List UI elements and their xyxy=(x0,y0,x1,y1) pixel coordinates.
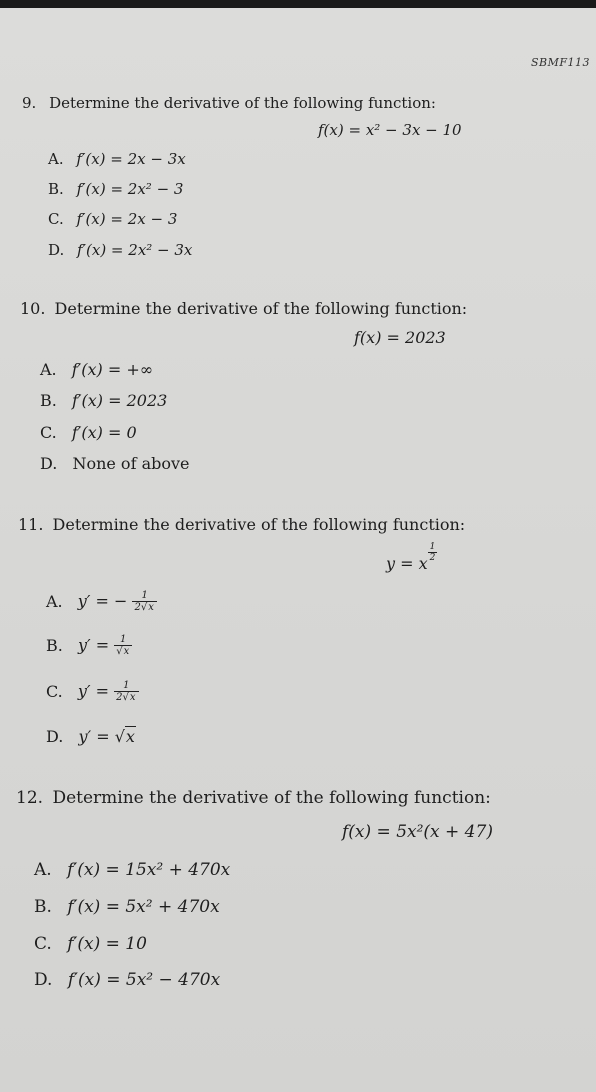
sqrt-symbol: √x xyxy=(114,727,135,746)
exponent-numerator: 1 xyxy=(429,542,436,552)
option-a[interactable] xyxy=(46,590,157,614)
radicand: x xyxy=(125,727,135,746)
option-fraction xyxy=(114,680,138,704)
formula-base: y = x xyxy=(386,554,428,573)
option-expression: f′(x) = 5x² + 470x xyxy=(67,897,220,917)
option-expression xyxy=(78,590,157,614)
question-text xyxy=(16,788,491,808)
option-expression xyxy=(78,680,139,704)
option-c[interactable] xyxy=(40,423,137,442)
option-expression: f′(x) = 0 xyxy=(71,423,137,442)
option-letter: D. xyxy=(40,454,58,473)
option-letter: C. xyxy=(46,681,63,701)
fraction-denominator xyxy=(114,646,132,658)
question-text xyxy=(18,515,465,534)
option-letter: D. xyxy=(46,727,64,746)
option-letter: C. xyxy=(48,210,64,228)
option-expression: f′(x) = 2x − 3x xyxy=(76,150,186,168)
question-number: 10. xyxy=(20,299,46,318)
option-expression xyxy=(78,727,136,746)
option-a[interactable] xyxy=(34,860,230,880)
option-letter: B. xyxy=(46,635,63,655)
option-d[interactable] xyxy=(34,970,220,990)
question-text xyxy=(22,94,436,112)
option-c[interactable] xyxy=(34,934,147,954)
option-expression: f′(x) = 15x² + 470x xyxy=(67,860,231,880)
option-expression: f′(x) = 2x − 3 xyxy=(76,210,178,228)
option-letter: D. xyxy=(34,970,53,990)
option-lhs: y′ = xyxy=(77,635,110,655)
option-expression: f′(x) = 10 xyxy=(67,934,147,954)
fraction-numerator: 1 xyxy=(132,590,156,602)
option-b[interactable] xyxy=(40,391,167,410)
sqrt-symbol: √x xyxy=(116,646,130,657)
option-letter: B. xyxy=(48,180,64,198)
question-prompt: Determine the derivative of the following function: xyxy=(52,515,466,534)
sqrt-symbol: √x xyxy=(122,692,136,703)
exponent-denominator: 2 xyxy=(429,553,436,563)
option-expression: None of above xyxy=(72,454,190,473)
question-number: 9. xyxy=(22,94,37,112)
question-formula: f(x) = 5x²(x + 47) xyxy=(342,822,493,842)
option-lhs: y′ = xyxy=(77,681,110,701)
option-c[interactable] xyxy=(48,210,177,228)
sqrt-symbol: √x xyxy=(140,602,154,613)
option-a[interactable] xyxy=(48,150,186,168)
option-letter: B. xyxy=(34,897,52,917)
question-number: 11. xyxy=(18,515,44,534)
fraction-numerator: 1 xyxy=(114,634,132,646)
top-edge-bar xyxy=(0,0,596,8)
formula-exponent xyxy=(428,543,438,563)
question-formula: f(x) = 2023 xyxy=(354,328,446,347)
option-expression: f′(x) = 2x² − 3 xyxy=(76,180,184,198)
option-expression: f′(x) = 2023 xyxy=(71,391,168,410)
fraction-numerator: 1 xyxy=(114,680,138,692)
option-fraction xyxy=(114,634,132,658)
option-d[interactable] xyxy=(46,727,136,746)
option-b[interactable] xyxy=(46,634,132,658)
option-letter: A. xyxy=(46,591,63,611)
option-expression xyxy=(78,634,132,658)
option-expression: f′(x) = +∞ xyxy=(71,360,154,379)
option-c[interactable] xyxy=(46,680,139,704)
denominator-coefficient: 2 xyxy=(134,602,141,613)
option-expression: f′(x) = 2x² − 3x xyxy=(77,241,193,259)
option-letter: A. xyxy=(48,150,64,168)
radicand: x xyxy=(123,646,130,657)
radicand: x xyxy=(148,602,154,613)
option-letter: A. xyxy=(34,860,52,880)
option-letter: C. xyxy=(40,423,57,442)
option-d[interactable] xyxy=(48,241,192,259)
question-prompt: Determine the derivative of the following function: xyxy=(52,788,491,808)
question-prompt: Determine the derivative of the following function: xyxy=(54,299,468,318)
option-fraction xyxy=(132,590,156,614)
question-number: 12. xyxy=(16,788,44,808)
option-b[interactable] xyxy=(48,180,183,198)
option-letter: C. xyxy=(34,934,52,954)
option-lhs: y′ = − xyxy=(77,591,128,611)
option-d[interactable] xyxy=(40,454,190,473)
question-text xyxy=(20,299,467,318)
option-a[interactable] xyxy=(40,360,153,379)
document-code: SBMF113 xyxy=(530,56,590,69)
question-prompt: Determine the derivative of the following function: xyxy=(49,94,436,112)
option-letter: B. xyxy=(40,391,57,410)
option-expression: f′(x) = 5x² − 470x xyxy=(67,970,221,990)
question-formula xyxy=(386,543,437,573)
option-b[interactable] xyxy=(34,897,220,917)
option-lhs: y′ = xyxy=(78,727,110,746)
fraction-denominator xyxy=(114,692,138,704)
option-letter: A. xyxy=(40,360,57,379)
fraction-denominator xyxy=(132,602,156,614)
denominator-coefficient: 2 xyxy=(116,692,123,703)
question-formula: f(x) = x² − 3x − 10 xyxy=(318,121,462,139)
radicand: x xyxy=(129,692,136,703)
option-letter: D. xyxy=(48,241,65,259)
